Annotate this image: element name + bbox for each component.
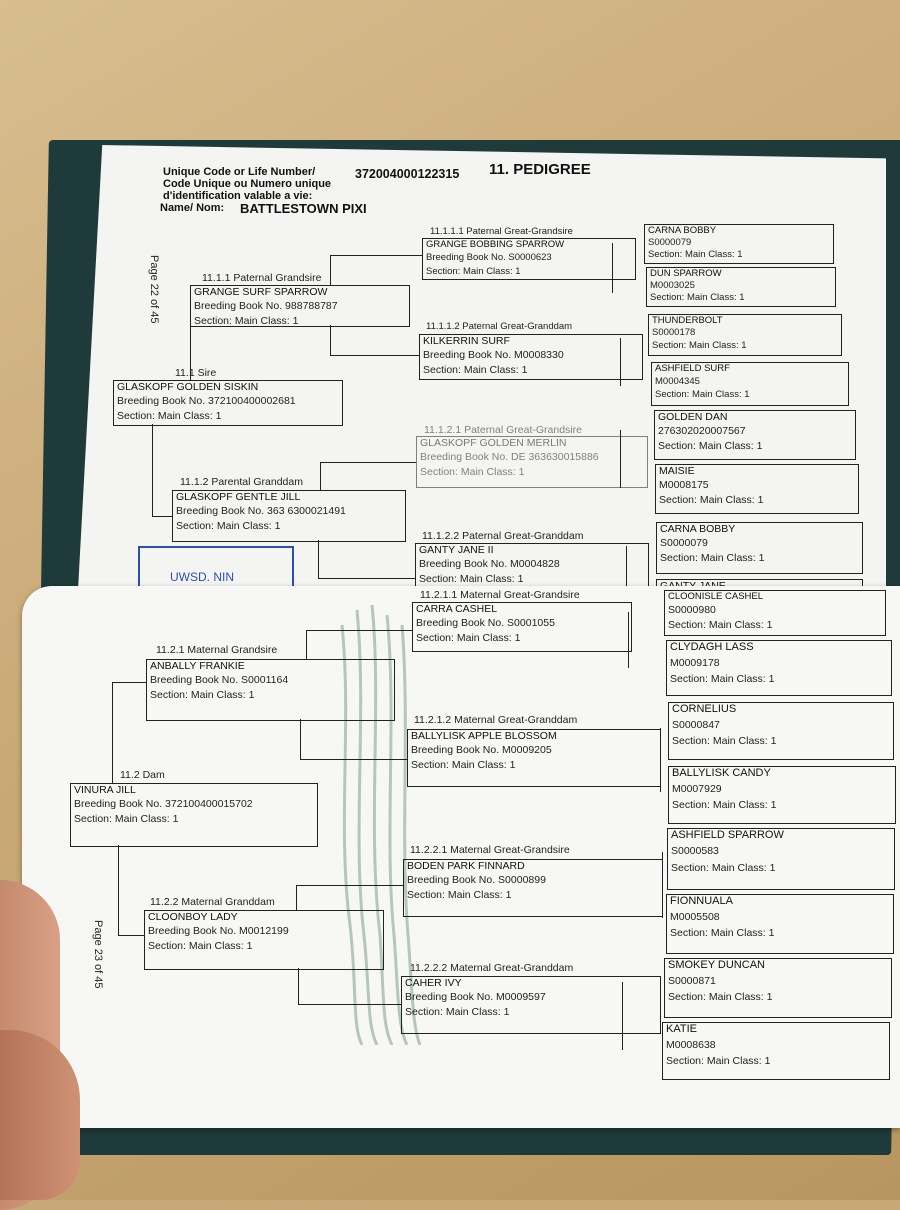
page-number-top: Page 22 of 45 — [148, 255, 160, 324]
g5-box-13 — [667, 828, 895, 890]
g5-num-14: M0005508 — [670, 910, 720, 923]
connector — [330, 255, 422, 256]
pgg4-name: GANTY JANE II — [419, 544, 494, 556]
mgg2-label: 11.2.1.2 Maternal Great-Granddam — [414, 714, 578, 726]
connector — [320, 462, 416, 463]
connector — [296, 885, 403, 886]
mgg1-name: CARRA CASHEL — [416, 603, 498, 615]
g5-section-5: Section: Main Class: 1 — [658, 440, 763, 453]
g5-section-3: Section: Main Class: 1 — [652, 339, 747, 351]
pgg3-book: Breeding Book No. DE 363630015886 — [420, 451, 599, 464]
dam-box — [70, 783, 318, 847]
g5-name-11: CORNELIUS — [672, 703, 737, 715]
code-label-fr2: d'identification valable a vie: — [163, 190, 313, 202]
pgg4-box — [415, 543, 649, 591]
g5-box-16 — [662, 1022, 890, 1080]
sire-section: Section: Main Class: 1 — [117, 410, 222, 423]
pgg3-section: Section: Main Class: 1 — [420, 466, 525, 479]
mgg4-section: Section: Main Class: 1 — [405, 1006, 510, 1019]
stamp-text: UWSD. NIN — [170, 570, 234, 584]
g5-section-12: Section: Main Class: 1 — [672, 799, 777, 812]
g5-num-4: M0004345 — [655, 375, 700, 387]
section-title: 11. PEDIGREE — [489, 161, 591, 178]
g5-section-10: Section: Main Class: 1 — [670, 673, 775, 686]
g5-num-16: M0008638 — [666, 1038, 716, 1051]
g5-section-13: Section: Main Class: 1 — [671, 861, 776, 874]
g5-box-3 — [648, 314, 842, 356]
connector — [118, 845, 119, 935]
p-granddam-box — [172, 490, 406, 542]
m-grandsire-book: Breeding Book No. S0001164 — [150, 674, 289, 687]
g5-num-5: 276302020007567 — [658, 425, 746, 438]
g5-num-2: M0003025 — [650, 279, 695, 291]
pgg4-book: Breeding Book No. M0004828 — [419, 558, 560, 571]
p-grandsire-box — [190, 285, 410, 327]
sire-label: 11.1 Sire — [175, 367, 217, 379]
g5-name-14: FIONNUALA — [670, 895, 733, 907]
ink-stamp — [138, 546, 294, 590]
g5-section-9: Section: Main Class: 1 — [668, 619, 773, 632]
life-number: 372004000122315 — [355, 167, 460, 181]
m-grandsire-label: 11.2.1 Maternal Grandsire — [156, 644, 278, 656]
p-granddam-label: 11.1.2 Parental Granddam — [180, 476, 303, 488]
pgg2-section: Section: Main Class: 1 — [423, 364, 528, 377]
mgg3-name: BODEN PARK FINNARD — [407, 860, 525, 872]
g5-section-7: Section: Main Class: 1 — [660, 552, 765, 565]
connector — [318, 540, 319, 578]
pgg1-section: Section: Main Class: 1 — [426, 265, 521, 277]
mgg2-section: Section: Main Class: 1 — [411, 759, 516, 772]
animal-name: BATTLESTOWN PIXI — [240, 201, 367, 216]
g5-num-10: M0009178 — [670, 656, 720, 669]
connector — [306, 630, 412, 631]
p-grandsire-name: GRANGE SURF SPARROW — [194, 286, 328, 298]
p-granddam-section: Section: Main Class: 1 — [176, 520, 281, 533]
mgg2-book: Breeding Book No. M0009205 — [411, 744, 552, 757]
g5-box-11 — [668, 702, 894, 760]
p-granddam-name: GLASKOPF GENTLE JILL — [176, 491, 301, 503]
g5-box-5 — [654, 410, 856, 460]
connector — [152, 424, 153, 516]
pgg3-box — [416, 436, 648, 488]
mgg2-name: BALLYLISK APPLE BLOSSOM — [411, 730, 557, 742]
mgg2-box — [407, 729, 661, 787]
m-granddam-label: 11.2.2 Maternal Granddam — [150, 896, 275, 908]
connector — [298, 1004, 401, 1005]
p-grandsire-book: Breeding Book No. 988788787 — [194, 300, 338, 313]
pgg4-section: Section: Main Class: 1 — [419, 573, 524, 586]
g5-name-1: CARNA BOBBY — [648, 225, 717, 236]
g5-box-1 — [644, 224, 834, 264]
code-label: Unique Code or Life Number/ — [163, 166, 316, 178]
g5-section-14: Section: Main Class: 1 — [670, 927, 775, 940]
mgg3-book: Breeding Book No. S0000899 — [407, 874, 546, 887]
p-grandsire-section: Section: Main Class: 1 — [194, 315, 299, 328]
m-grandsire-section: Section: Main Class: 1 — [150, 689, 255, 702]
connector — [620, 430, 621, 488]
code-label-fr1: Code Unique ou Numero unique — [163, 178, 332, 190]
m-granddam-name: CLOONBOY LADY — [148, 911, 238, 923]
connector — [320, 462, 321, 490]
g5-name-6: MAISIE — [659, 465, 695, 477]
g5-name-10: CLYDAGH LASS — [670, 641, 754, 653]
mgg4-book: Breeding Book No. M0009597 — [405, 991, 546, 1004]
sire-name: GLASKOPF GOLDEN SISKIN — [117, 381, 259, 393]
g5-box-10 — [666, 640, 892, 696]
pgg3-label: 11.1.2.1 Paternal Great-Grandsire — [424, 424, 582, 436]
connector — [622, 982, 623, 1050]
m-grandsire-box — [146, 659, 395, 721]
connector — [300, 759, 407, 760]
g5-name-9: CLOONISLE CASHEL — [668, 591, 764, 602]
g5-name-16: KATIE — [666, 1023, 697, 1035]
dam-label: 11.2 Dam — [120, 769, 165, 781]
g5-section-2: Section: Main Class: 1 — [650, 292, 745, 304]
g5-box-7 — [656, 522, 863, 574]
connector — [330, 355, 419, 356]
g5-name-3: THUNDERBOLT — [652, 315, 723, 326]
mgg1-box — [412, 602, 632, 652]
g5-num-15: S0000871 — [668, 974, 716, 987]
sire-box — [113, 380, 343, 426]
g5-num-7: S0000079 — [660, 537, 708, 550]
g5-section-15: Section: Main Class: 1 — [668, 991, 773, 1004]
connector — [112, 682, 146, 683]
sire-book: Breeding Book No. 372100400002681 — [117, 395, 296, 408]
connector — [318, 578, 415, 579]
g5-name-4: ASHFIELD SURF — [655, 363, 730, 374]
pgg2-book: Breeding Book No. M0008330 — [423, 349, 564, 362]
mgg3-label: 11.2.2.1 Maternal Great-Grandsire — [410, 844, 570, 856]
g5-section-4: Section: Main Class: 1 — [655, 389, 750, 401]
connector — [112, 682, 113, 783]
m-granddam-book: Breeding Book No. M0012199 — [148, 925, 289, 938]
mgg1-book: Breeding Book No. S0001055 — [416, 617, 555, 630]
connector — [118, 935, 144, 936]
g5-name-15: SMOKEY DUNCAN — [668, 959, 765, 971]
dam-name: VINURA JILL — [74, 784, 136, 796]
mgg4-name: CAHER IVY — [405, 977, 462, 989]
connector — [612, 243, 613, 293]
g5-box-12 — [668, 766, 896, 824]
name-label: Name/ Nom: — [160, 202, 225, 214]
dam-section: Section: Main Class: 1 — [74, 813, 179, 826]
connector — [306, 630, 307, 659]
connector — [298, 968, 299, 1004]
pgg2-box — [419, 334, 643, 380]
m-grandsire-name: ANBALLY FRANKIE — [150, 660, 245, 672]
pgg1-name: GRANGE BOBBING SPARROW — [426, 239, 565, 250]
g5-num-3: S0000178 — [652, 326, 696, 338]
m-granddam-section: Section: Main Class: 1 — [148, 940, 253, 953]
mgg1-label: 11.2.1.1 Maternal Great-Grandsire — [420, 589, 580, 601]
g5-section-6: Section: Main Class: 1 — [659, 494, 764, 507]
g5-name-13: ASHFIELD SPARROW — [671, 829, 784, 841]
connector — [300, 719, 301, 759]
mgg3-section: Section: Main Class: 1 — [407, 889, 512, 902]
pgg2-label: 11.1.1.2 Paternal Great-Granddam — [426, 321, 573, 332]
g5-box-6 — [655, 464, 859, 514]
g5-name-5: GOLDEN DAN — [658, 411, 728, 423]
g5-box-14 — [666, 894, 894, 954]
connector — [330, 325, 331, 355]
connector — [626, 546, 627, 586]
g5-num-12: M0007929 — [672, 782, 722, 795]
pgg1-book: Breeding Book No. S0000623 — [426, 251, 552, 263]
pgg4-label: 11.1.2.2 Paternal Great-Granddam — [422, 530, 584, 542]
g5-num-9: S0000980 — [668, 603, 716, 616]
g5-num-11: S0000847 — [672, 718, 720, 731]
g5-name-2: DUN SPARROW — [650, 268, 722, 279]
g5-section-1: Section: Main Class: 1 — [648, 249, 743, 261]
connector — [662, 852, 663, 918]
connector — [620, 338, 621, 386]
mgg4-label: 11.2.2.2 Maternal Great-Granddam — [410, 962, 574, 974]
p-granddam-book: Breeding Book No. 363 6300021491 — [176, 505, 346, 518]
connector — [190, 305, 191, 380]
pgg1-label: 11.1.1.1 Paternal Great-Grandsire — [430, 226, 573, 237]
mgg1-section: Section: Main Class: 1 — [416, 632, 521, 645]
connector — [152, 516, 172, 517]
p-grandsire-label: 11.1.1 Paternal Grandsire — [202, 272, 322, 284]
dam-book: Breeding Book No. 372100400015702 — [74, 798, 253, 811]
pgg1-box — [422, 238, 636, 280]
connector — [660, 728, 661, 792]
g5-box-15 — [664, 958, 892, 1018]
g5-box-9 — [664, 590, 886, 636]
pgg3-name: GLASKOPF GOLDEN MERLIN — [420, 437, 567, 449]
page-number-bottom: Page 23 of 45 — [92, 920, 104, 989]
g5-section-16: Section: Main Class: 1 — [666, 1055, 771, 1068]
g5-box-2 — [646, 267, 836, 307]
g5-name-12: BALLYLISK CANDY — [672, 767, 771, 779]
connector — [330, 255, 331, 285]
pgg2-name: KILKERRIN SURF — [423, 335, 510, 347]
mgg3-box — [403, 859, 663, 917]
connector — [296, 885, 297, 910]
g5-num-13: S0000583 — [671, 844, 719, 857]
connector — [628, 612, 629, 668]
m-granddam-box — [144, 910, 384, 970]
g5-num-6: M0008175 — [659, 479, 709, 492]
g5-num-1: S0000079 — [648, 236, 692, 248]
g5-box-4 — [651, 362, 849, 406]
g5-name-7: CARNA BOBBY — [660, 523, 736, 535]
g5-section-11: Section: Main Class: 1 — [672, 735, 777, 748]
